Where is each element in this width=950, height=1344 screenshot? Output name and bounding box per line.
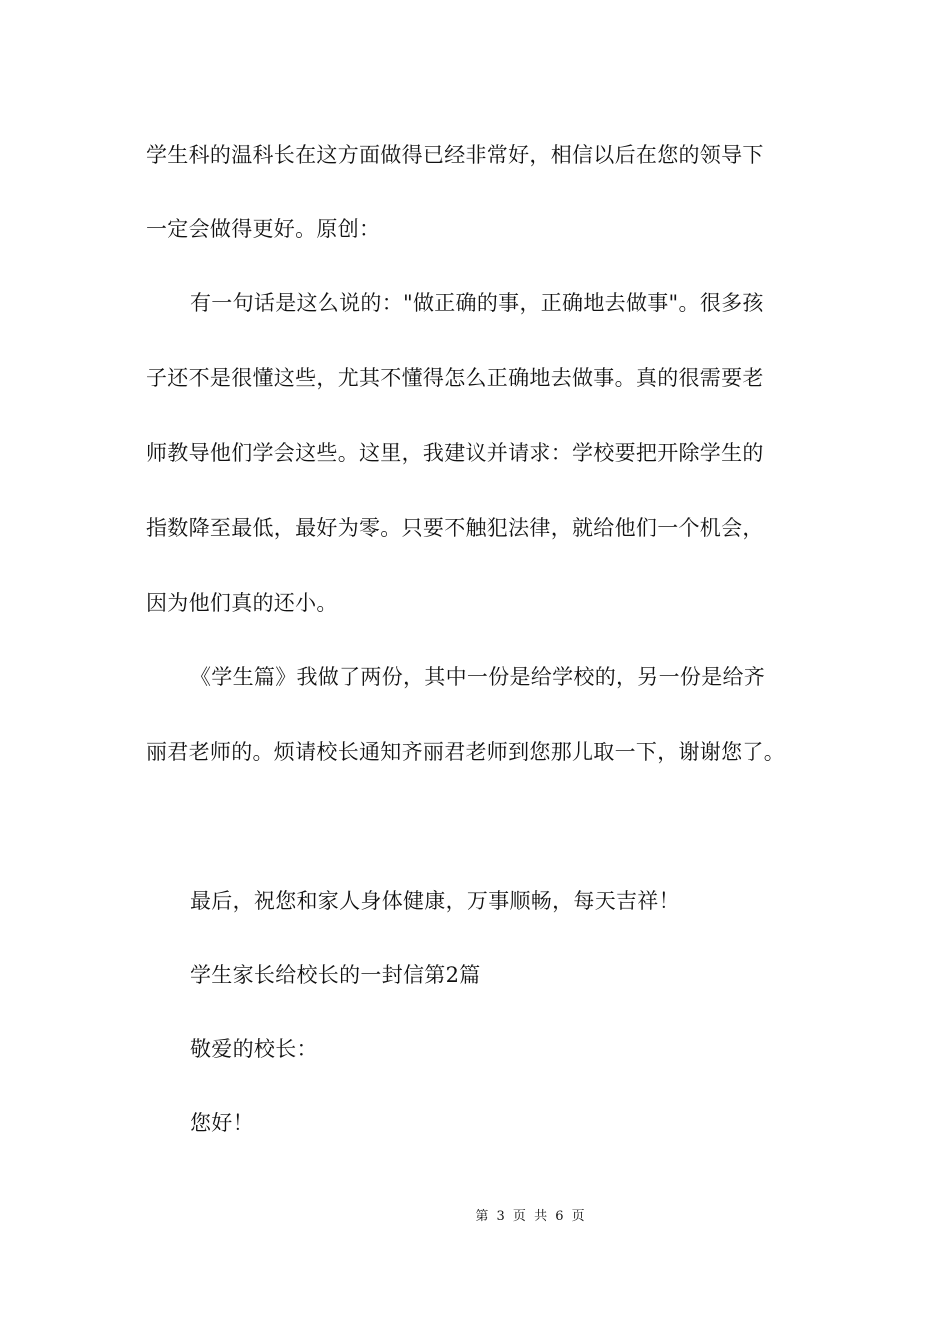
paragraph-line-5: 师教导他们学会这些。这里，我建议并请求：学校要把开除学生的	[146, 441, 764, 465]
paragraph-line-8: 《学生篇》我做了两份，其中一份是给学校的，另一份是给齐	[190, 665, 766, 689]
footer-current-page: 3	[496, 1209, 505, 1224]
footer-label-total: 共	[534, 1209, 548, 1224]
paragraph-line-6: 指数降至最低，最好为零。只要不触犯法律，就给他们一个机会，	[146, 516, 764, 540]
footer-total-pages: 6	[555, 1209, 564, 1224]
paragraph-line-9: 丽君老师的。烦请校长通知齐丽君老师到您那儿取一下，谢谢您了。	[146, 740, 785, 764]
closing-wish: 最后，祝您和家人身体健康，万事顺畅，每天吉祥！	[190, 889, 680, 913]
footer-label-page: 第	[475, 1209, 489, 1224]
salutation: 敬爱的校长：	[190, 1037, 318, 1061]
paragraph-line-4: 子还不是很懂这些，尤其不懂得怎么正确地去做事。真的很需要老	[146, 366, 764, 390]
section-title: 学生家长给校长的一封信第2篇	[190, 963, 481, 987]
footer-label-page-unit: 页	[512, 1209, 526, 1224]
page-footer	[0, 1208, 950, 1226]
paragraph-line-7: 因为他们真的还小。	[146, 591, 338, 615]
footer-label-total-unit: 页	[571, 1209, 585, 1224]
paragraph-line-1: 学生科的温科长在这方面做得已经非常好，相信以后在您的领导下	[146, 143, 764, 167]
paragraph-line-3: 有一句话是这么说的："做正确的事，正确地去做事"。很多孩	[190, 291, 764, 315]
paragraph-line-2: 一定会做得更好。原创：	[146, 217, 381, 241]
greeting: 您好！	[190, 1111, 254, 1135]
